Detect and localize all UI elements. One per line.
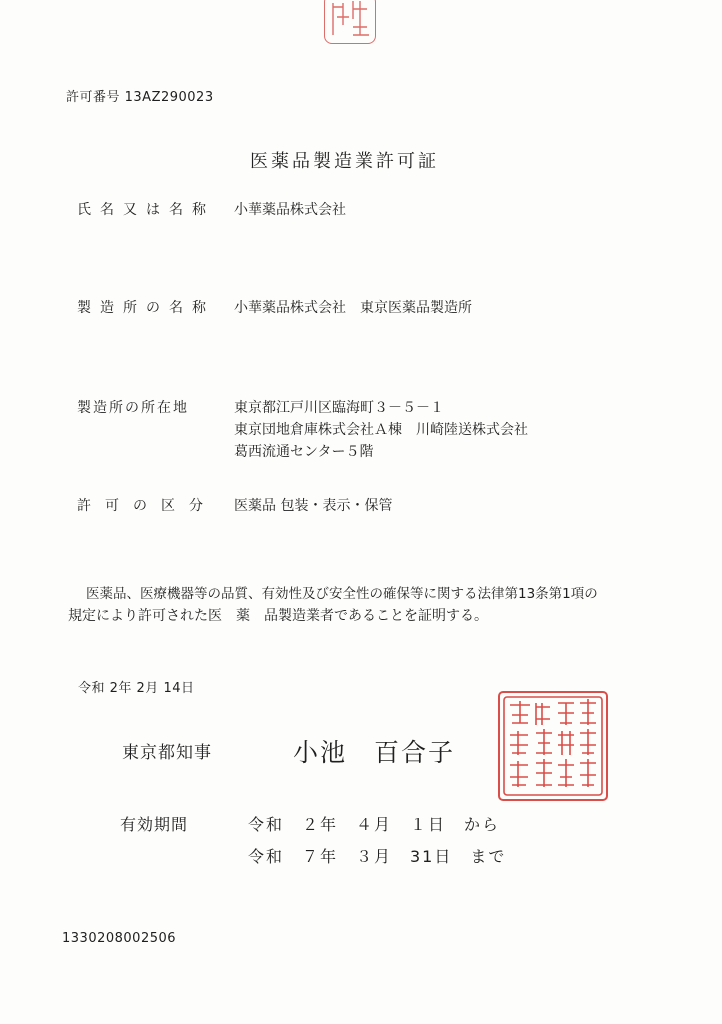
field-label-facility-address: 製造所の所在地 [77, 400, 189, 416]
validity-to: 令和 ７年 ３月 31日 まで [248, 847, 507, 866]
validity-from: 令和 ２年 ４月 １日 から [248, 815, 501, 834]
field-value-facility-name: 小華薬品株式会社 東京医薬品製造所 [234, 300, 472, 316]
document-number: 1330208002506 [62, 931, 177, 946]
issuer-title: 東京都知事 [122, 743, 212, 763]
field-value-name: 小華薬品株式会社 [234, 202, 346, 218]
field-value-permit-category: 医薬品 包装・表示・保管 [234, 498, 393, 514]
statement-line-2: 規定により許可された医 薬 品製造業者であることを証明する。 [68, 608, 488, 624]
top-seal [324, 0, 376, 44]
issuer-name: 小池 百合子 [293, 738, 456, 767]
field-value-address-line-2: 東京団地倉庫株式会社Ａ棟 川崎陸送株式会社 [234, 422, 528, 438]
permit-number: 許可番号 13AZ290023 [66, 90, 214, 105]
statement-line-1: 医薬品、医療機器等の品質、有効性及び安全性の確保等に関する法律第13条第1項の [86, 586, 598, 602]
field-value-address-line-3: 葛西流通センター５階 [234, 444, 374, 460]
field-label-permit-category: 許可の区分 [77, 498, 217, 514]
field-label-facility-name: 製造所の名称 [77, 300, 215, 316]
field-label-name: 氏名又は名称 [77, 202, 215, 218]
issue-date: 令和 2年 2月 14日 [78, 681, 195, 696]
field-value-address-line-1: 東京都江戸川区臨海町３－５－１ [234, 400, 444, 416]
issuer-seal [498, 691, 608, 801]
document-title: 医薬品製造業許可証 [250, 151, 439, 172]
validity-label: 有効期間 [120, 815, 189, 834]
